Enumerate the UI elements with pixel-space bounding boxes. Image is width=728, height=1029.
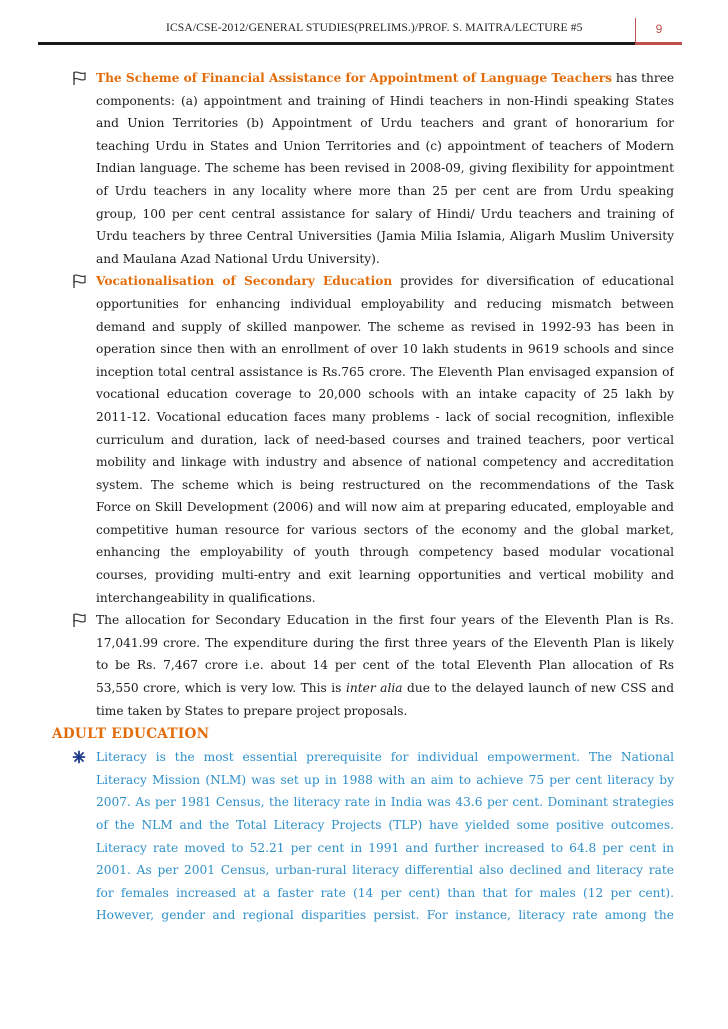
page-header <box>0 18 728 42</box>
text-line: However, gender and regional disparities persist. For instance, literacy rate among the <box>96 908 674 923</box>
text-line: mobility and linkage with industry and absence of national competency and accreditation <box>96 455 674 470</box>
flag-bullet-icon <box>71 612 87 628</box>
text-line: The allocation for Secondary Education in the first four years of the Eleventh Plan is Rs. <box>96 613 674 628</box>
text-line: Indian language. The scheme has been revised in 2008-09, giving flexibility for appointment <box>96 161 674 176</box>
text-line: inception total central assistance is Rs.765 crore. The Eleventh Plan envisaged expansion of <box>96 364 674 379</box>
text-line: Literacy rate moved to 52.21 per cent in 1991 and further increased to 64.8 per cent in <box>96 840 674 855</box>
text-line: provides for diversification of educational <box>392 274 674 289</box>
scheme-title: Vocationalisation of Secondary Education <box>96 274 393 289</box>
text-line: 2001. As per 2001 Census, urban-rural literacy differential also declined and literacy rate <box>96 863 674 878</box>
header-title: ICSA/CSE-2012/GENERAL STUDIES(PRELIMS.)/PROF. S. MAITRA/LECTURE #5 <box>166 21 583 34</box>
text-line: time taken by States to prepare project proposals. <box>96 703 408 718</box>
text-line: and Union Territories (b) Appointment of Urdu teachers and grant of honorarium for <box>96 116 674 131</box>
text-line: curriculum and duration, lack of need-based courses and trained teachers, poor vertical <box>96 432 674 447</box>
text-line: has three <box>612 71 674 85</box>
text-line: vocational education coverage to 20,000 schools with an intake capacity of 25 lakh by <box>96 387 674 402</box>
text-segment: 53,550 crore, which is very low. This is <box>96 681 346 696</box>
flag-bullet-icon <box>71 273 87 289</box>
text-line: 2011-12. Vocational education faces many problems - lack of social recognition, inflexible <box>96 409 674 424</box>
bullet-paragraph-literacy <box>96 746 674 927</box>
text-line: components: (a) appointment and training of Hindi teachers in non-Hindi speaking States <box>96 93 674 108</box>
text-line: Force on Skill Development (2006) and will now aim at preparing educated, employable and <box>96 500 674 515</box>
text-line: teaching Urdu in States and Union Territories and (c) appointment of teachers of Modern <box>96 138 674 153</box>
text-line: of the NLM and the Total Literacy Projects (TLP) have yielded some positive outcomes. <box>96 818 674 832</box>
text-line: operation since then with an enrollment of over 10 lakh students in 9619 schools and since <box>96 342 674 357</box>
text-line: demand and supply of skilled manpower. The scheme as revised in 1992-93 has been in <box>96 319 674 334</box>
page-number: 9 <box>635 18 682 42</box>
flag-bullet-icon <box>71 70 87 86</box>
header-rule <box>38 42 635 45</box>
asterisk-bullet-icon <box>71 749 87 765</box>
text-line: 17,041.99 crore. The expenditure during the first three years of the Eleventh Plan is likely <box>96 635 674 650</box>
scheme-title: The Scheme of Financial Assistance for Appointment of Language Teachers <box>96 71 613 85</box>
text-line: Literacy Mission (NLM) was set up in 1988 with an aim to achieve 75 per cent literacy by <box>96 772 674 787</box>
bullet-paragraph-vocationalisation <box>96 270 674 609</box>
text-line: Literacy is the most essential prerequisite for individual empowerment. The National <box>96 750 674 765</box>
text-line: group, 100 per cent central assistance for salary of Hindi/ Urdu teachers and training of <box>96 206 674 221</box>
text-line: to be Rs. 7,467 crore i.e. about 14 per cent of the total Eleventh Plan allocation of Rs <box>96 658 674 673</box>
text-segment: due to the delayed launch of new CSS and <box>402 681 674 696</box>
text-line: opportunities for enhancing individual employability and reducing mismatch between <box>96 296 674 311</box>
text-line: and Maulana Azad National Urdu University). <box>96 251 380 266</box>
text-line: for females increased at a faster rate (14 per cent) than that for males (12 per cent). <box>96 885 674 900</box>
bullet-paragraph-allocation <box>96 609 674 722</box>
header-rule-accent <box>635 42 682 45</box>
text-line: interchangeability in qualifications. <box>96 590 316 605</box>
text-line: Urdu teachers by three Central Universities (Jamia Milia Islamia, Aligarh Muslim University <box>96 229 674 244</box>
text-line: of Urdu teachers in any locality where more than 25 per cent are from Urdu speaking <box>96 183 674 198</box>
text-line: 2007. As per 1981 Census, the literacy rate in India was 43.6 per cent. Dominant strategies <box>96 795 674 810</box>
text-line: competitive human resource for various sectors of the economy and the global market, <box>96 522 674 537</box>
text-line: enhancing the employability of youth through competency based modular vocational <box>96 545 674 560</box>
document-body <box>0 67 728 927</box>
section-heading-adult-education: ADULT EDUCATION <box>52 726 210 743</box>
text-line: courses, providing multi-entry and exit learning opportunities and vertical mobility and <box>96 568 674 583</box>
bullet-paragraph-language-teachers <box>96 67 674 270</box>
text-line: system. The scheme which is being restructured on the recommendations of the Task <box>96 477 674 492</box>
italic-phrase: inter alia <box>345 681 403 696</box>
